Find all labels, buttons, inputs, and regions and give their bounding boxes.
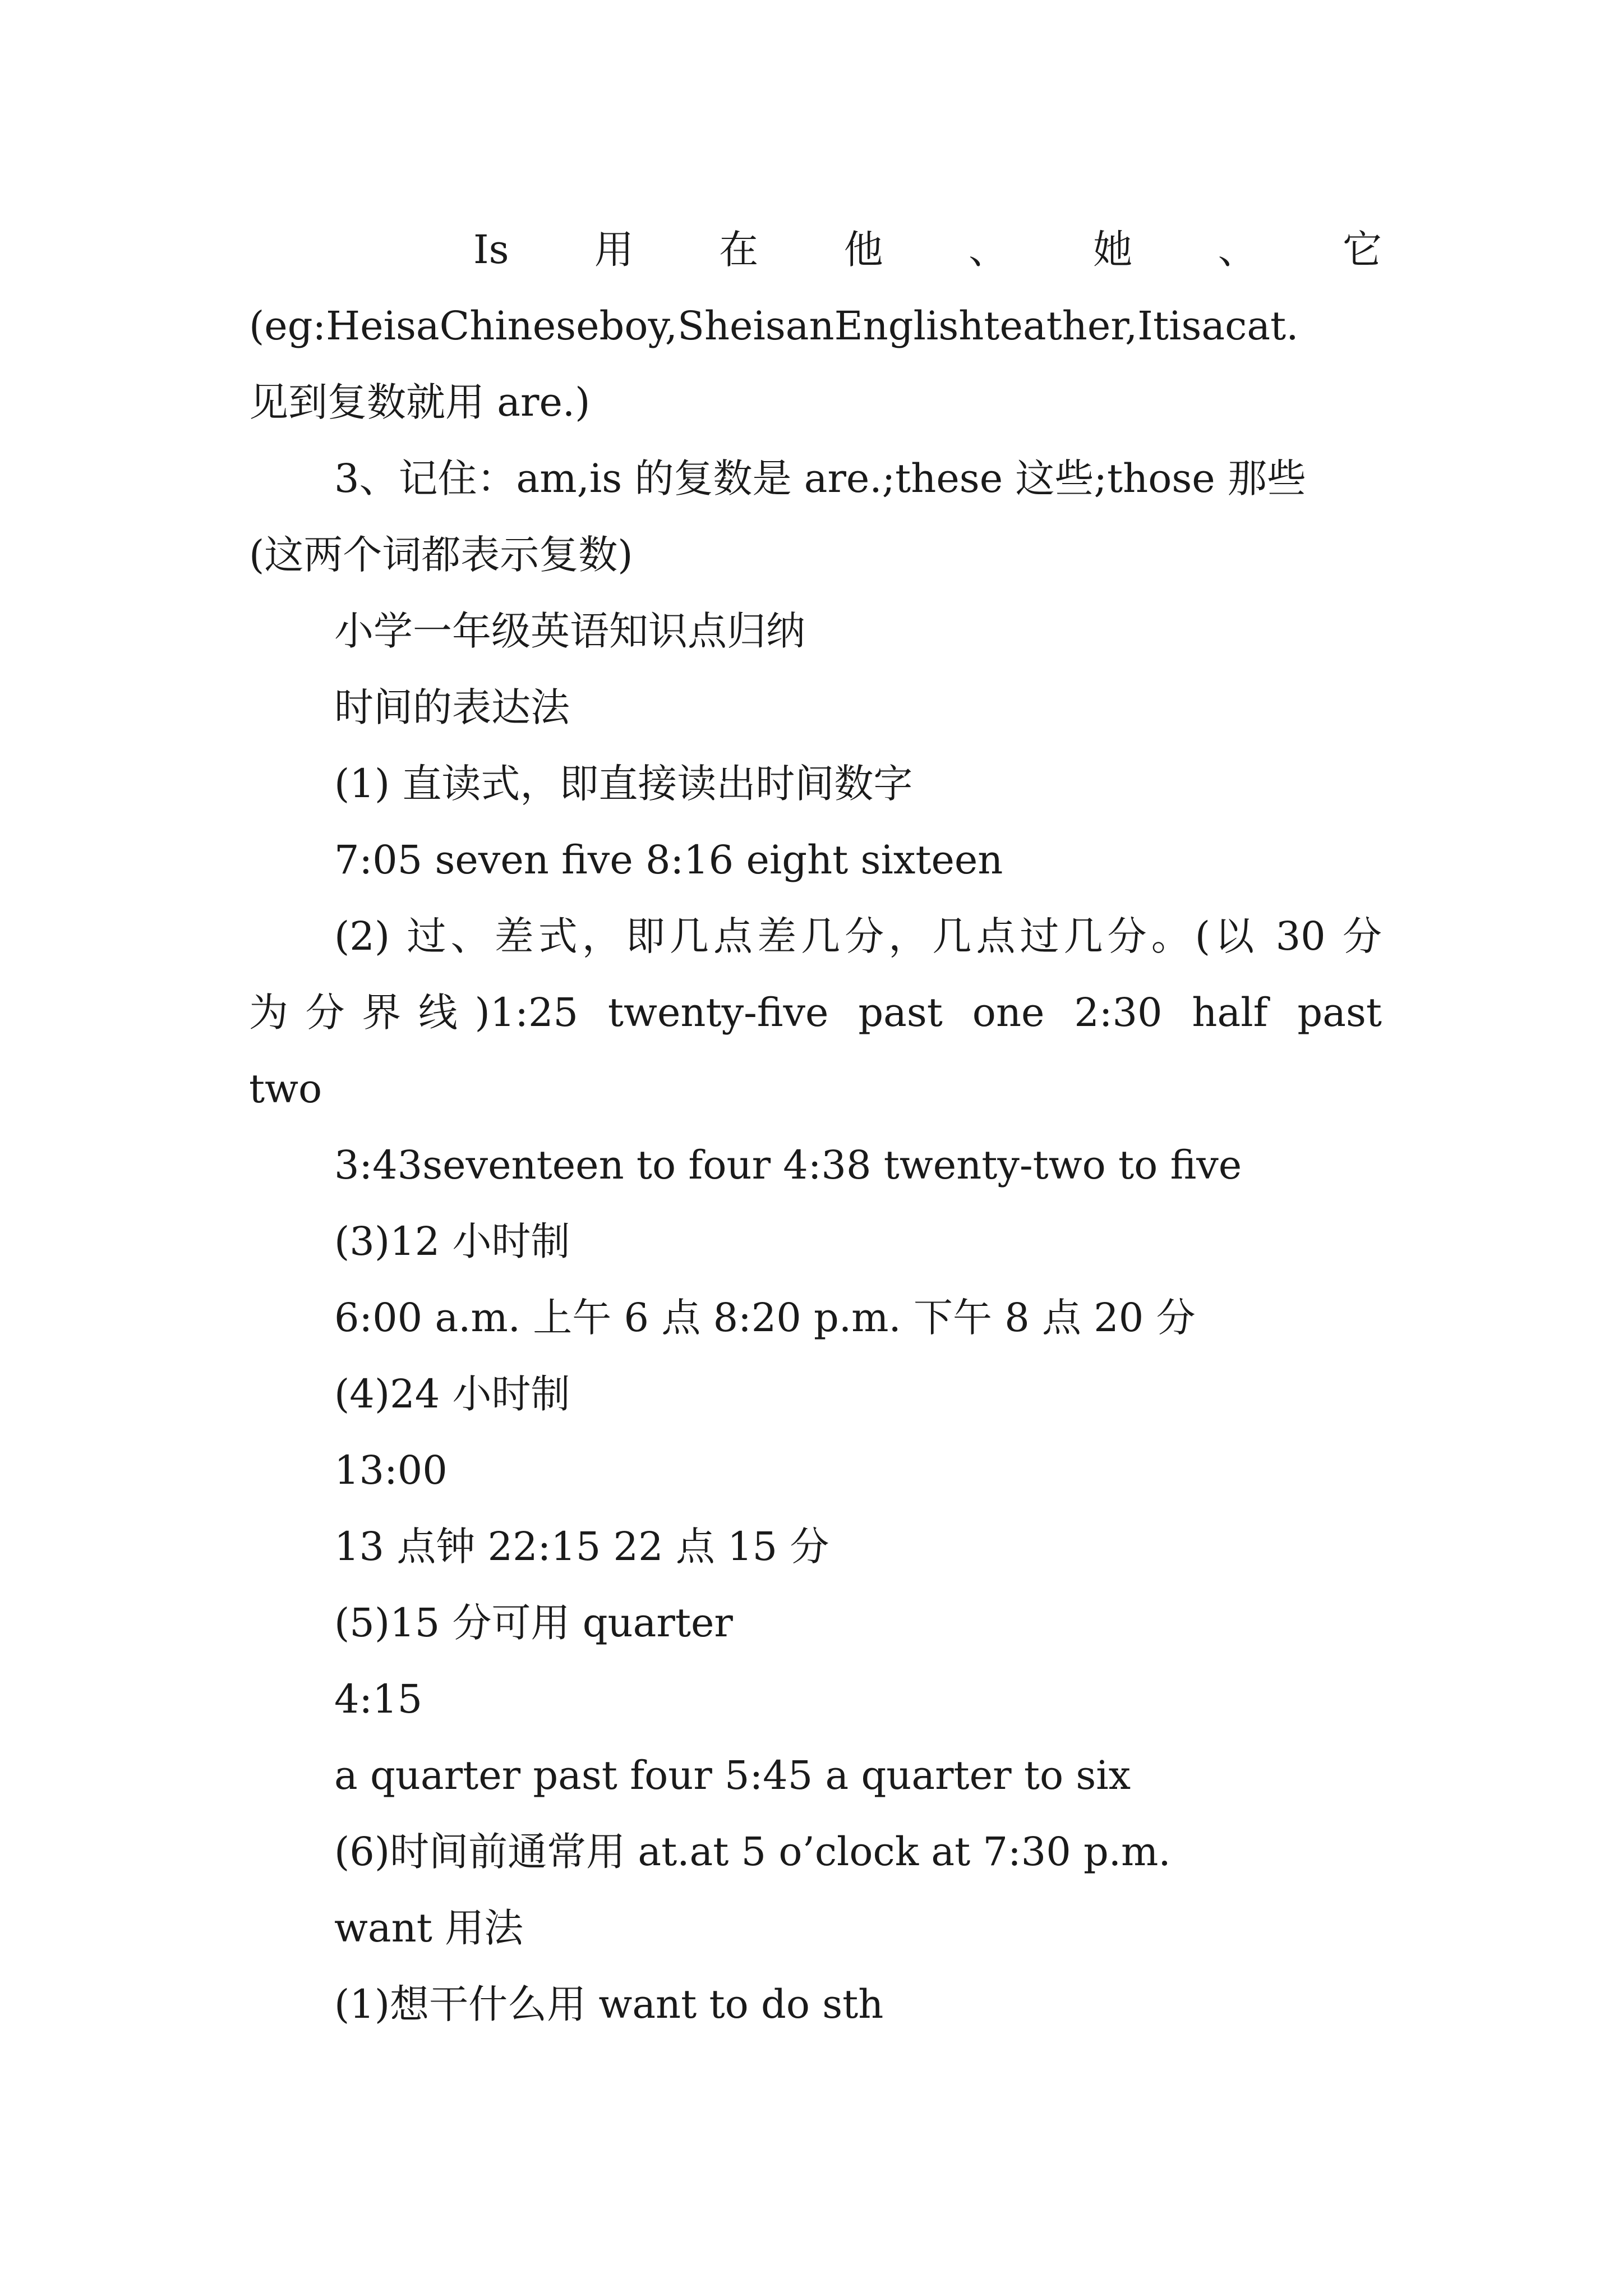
item-direct-reading: (1) 直读式，即直接读出时间数字 — [334, 761, 913, 807]
subheading-time-expression: 时间的表达法 — [334, 684, 570, 730]
example-past-to-2: 3:43seventeen to four 4:38 twenty-two to five — [334, 1142, 1242, 1188]
line-is-usage — [249, 211, 1382, 288]
example-quarter-1: 4:15 — [334, 1676, 423, 1722]
example-12-hour: 6:00 a.m. 上午 6 点 8:20 p.m. 下午 8 点 20 分 — [334, 1295, 1196, 1341]
example-direct-reading: 7:05 seven five 8:16 eight sixteen — [334, 837, 1003, 883]
line-example-sentences: (eg:HeisaChineseboy,SheisanEnglishteather,Itisacat. — [249, 303, 1299, 349]
token: 他 — [843, 227, 883, 273]
token: 用 — [594, 227, 634, 273]
document-body — [249, 211, 1382, 2042]
item-at-usage: (6)时间前通常用 at.at 5 o’clock at 7:30 p.m. — [334, 1829, 1171, 1875]
item-12-hour: (3)12 小时制 — [334, 1218, 570, 1264]
item-24-hour: (4)24 小时制 — [334, 1371, 570, 1417]
example-24-hour-1: 13:00 — [334, 1447, 448, 1493]
token: 、 — [1218, 227, 1257, 273]
token: 她 — [1093, 227, 1133, 273]
token: Is — [473, 227, 509, 273]
example-past-to-1: 为分界线)1:25 twenty-five past one 2:30 half past — [249, 990, 1382, 1036]
line-remember-point: 3、记住：am,is 的复数是 are.;these 这些;those 那些 — [334, 455, 1306, 501]
line-plural-note: 见到复数就用 are.) — [249, 379, 591, 425]
item-quarter: (5)15 分可用 quarter — [334, 1600, 733, 1646]
line-plural-words-note: (这两个词都表示复数) — [249, 532, 633, 578]
example-past-to-1-cont: two — [249, 1066, 322, 1112]
token: 在 — [719, 227, 759, 273]
item-want-to-do: (1)想干什么用 want to do sth — [334, 1981, 884, 2027]
token: 它 — [1342, 227, 1382, 273]
section-heading: 小学一年级英语知识点归纳 — [334, 608, 805, 654]
example-24-hour-2: 13 点钟 22:15 22 点 15 分 — [334, 1524, 829, 1570]
item-past-to: (2) 过、差式，即几点差几分，几点过几分。(以 30 分 — [334, 913, 1382, 959]
token: 、 — [968, 227, 1008, 273]
example-quarter-2: a quarter past four 5:45 a quarter to six — [334, 1752, 1131, 1798]
subheading-want-usage: want 用法 — [334, 1905, 524, 1951]
